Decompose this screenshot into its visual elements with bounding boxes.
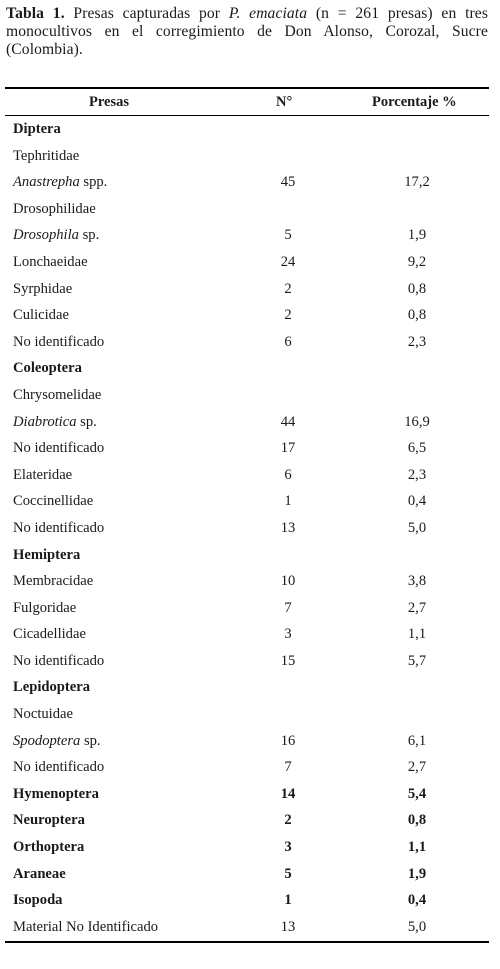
cell-presa: No identificado (13, 759, 105, 776)
cell-n: 7 (284, 599, 292, 616)
table-row (5, 355, 489, 382)
header-presas: Presas (89, 94, 130, 110)
cell-porcentaje: 1,9 (407, 227, 427, 244)
cell-presa: Coccinellidae (13, 493, 94, 510)
cell-presa: Hymenoptera (13, 785, 99, 802)
cell-porcentaje: 2,7 (407, 599, 427, 616)
cell-porcentaje: 5,7 (407, 652, 427, 669)
table-row (5, 382, 489, 409)
cell-presa: Araneae (13, 865, 66, 882)
table-row (5, 462, 489, 489)
cell-presa: Drosophilidae (13, 200, 96, 217)
table-row (5, 435, 489, 462)
cell-presa: No identificado (13, 333, 105, 350)
cell-presa: Lepidoptera (13, 679, 91, 696)
cell-porcentaje: 1,9 (407, 865, 427, 882)
cell-n: 13 (280, 519, 296, 536)
cell-n: 17 (280, 440, 296, 457)
cell-presa: Membracidae (13, 573, 94, 590)
cell-n: 2 (284, 812, 292, 829)
cell-presa-suffix: sp. (78, 227, 100, 244)
cell-presa: Tephritidae (13, 147, 80, 164)
cell-porcentaje: 0,8 (407, 812, 427, 829)
table-body (5, 116, 489, 940)
cell-n: 10 (280, 573, 296, 590)
cell-presa: Lonchaeidae (13, 253, 88, 270)
table-row (5, 914, 489, 941)
cell-n: 16 (280, 732, 296, 749)
cell-presa: Fulgoridae (13, 599, 77, 616)
table-row (5, 568, 489, 595)
cell-presa-genus: Diabrotica (13, 413, 77, 430)
cell-presa: Syrphidae (13, 280, 73, 297)
cell-presa: Isopoda (13, 892, 63, 909)
header-n: N° (276, 94, 293, 110)
cell-porcentaje: 0,8 (407, 307, 427, 324)
cell-n: 2 (284, 280, 292, 297)
table-row (5, 887, 489, 914)
table-row (5, 648, 489, 675)
cell-presa: Neuroptera (13, 812, 85, 829)
cell-porcentaje: 2,3 (407, 333, 427, 350)
cell-n: 2 (284, 307, 292, 324)
cell-n: 5 (284, 227, 292, 244)
table-bottom-rule (5, 941, 489, 943)
table-row (5, 861, 489, 888)
cell-presa: Noctuidae (13, 706, 73, 723)
table-row (5, 542, 489, 569)
table-row (5, 674, 489, 701)
cell-presa-suffix: sp. (80, 732, 101, 749)
cell-n: 3 (284, 839, 292, 856)
table-row (5, 222, 489, 249)
cell-n: 24 (280, 253, 296, 270)
cell-presa: Chrysomelidae (13, 386, 102, 403)
table-row (5, 621, 489, 648)
cell-n: 1 (284, 892, 292, 909)
caption-species: P. emaciata (228, 5, 308, 22)
cell-n: 15 (280, 652, 296, 669)
cell-porcentaje: 5,0 (407, 519, 427, 536)
cell-n: 1 (284, 493, 292, 510)
table-row (5, 276, 489, 303)
cell-porcentaje: 17,2 (404, 174, 430, 191)
table-label: Tabla 1. (6, 5, 65, 22)
table-row (5, 728, 489, 755)
table-row (5, 143, 489, 170)
caption-text-before: Presas capturadas por (64, 5, 229, 22)
cell-porcentaje: 5,0 (407, 918, 427, 935)
cell-presa: Orthoptera (13, 839, 85, 856)
cell-presa: No identificado (13, 440, 105, 457)
cell-n: 7 (284, 759, 292, 776)
table-row (5, 515, 489, 542)
cell-presa-suffix: spp. (79, 174, 108, 191)
cell-porcentaje: 3,8 (407, 573, 427, 590)
cell-presa-genus: Anastrepha (13, 174, 80, 191)
header-porcentaje: Porcentaje % (372, 94, 457, 110)
table-row (5, 116, 489, 143)
table-row (5, 169, 489, 196)
caption-text-after: (n = 261 presas) en tres monocultivos en el corregimiento de Don Alonso, Corozal, Sucre (Colombia). (6, 5, 488, 58)
table-caption (6, 5, 488, 59)
cell-porcentaje: 5,4 (407, 785, 427, 802)
table-row (5, 595, 489, 622)
cell-porcentaje: 9,2 (407, 253, 427, 270)
cell-presa-suffix: sp. (76, 413, 97, 430)
table-row (5, 249, 489, 276)
cell-presa: Elateridae (13, 466, 73, 483)
cell-porcentaje: 0,4 (407, 892, 427, 909)
cell-porcentaje: 1,1 (407, 626, 427, 643)
cell-porcentaje: 2,7 (407, 759, 427, 776)
table-row (5, 196, 489, 223)
cell-n: 44 (280, 413, 296, 430)
cell-n: 6 (284, 333, 292, 350)
table-row (5, 834, 489, 861)
cell-porcentaje: 0,4 (407, 493, 427, 510)
table-header (5, 89, 489, 115)
cell-porcentaje: 1,1 (407, 839, 427, 856)
table-row (5, 807, 489, 834)
cell-presa: Coleoptera (13, 360, 82, 377)
cell-porcentaje: 6,1 (407, 732, 427, 749)
cell-presa (13, 227, 99, 244)
table-row (5, 302, 489, 329)
cell-n: 45 (280, 174, 296, 191)
cell-presa: Diptera (13, 121, 61, 137)
cell-porcentaje: 2,3 (407, 466, 427, 483)
cell-presa (13, 733, 101, 750)
table-row (5, 409, 489, 436)
cell-presa: Culicidae (13, 307, 69, 324)
cell-presa: No identificado (13, 519, 105, 536)
table-row (5, 329, 489, 356)
cell-presa-genus: Spodoptera (13, 732, 81, 749)
cell-presa: Cicadellidae (13, 626, 86, 643)
table-row (5, 488, 489, 515)
cell-n: 6 (284, 466, 292, 483)
cell-presa (13, 174, 107, 191)
cell-presa (13, 414, 97, 431)
cell-porcentaje: 16,9 (404, 413, 430, 430)
cell-presa: Hemiptera (13, 546, 81, 563)
cell-n: 3 (284, 626, 292, 643)
cell-presa: Material No Identificado (13, 918, 159, 935)
table-row (5, 701, 489, 728)
cell-porcentaje: 0,8 (407, 280, 427, 297)
cell-presa-genus: Drosophila (13, 227, 79, 244)
table-row (5, 754, 489, 781)
cell-n: 5 (284, 865, 292, 882)
cell-porcentaje: 6,5 (407, 440, 427, 457)
table-row (5, 781, 489, 808)
cell-n: 14 (280, 785, 296, 802)
cell-presa: No identificado (13, 652, 105, 669)
cell-n: 13 (280, 918, 296, 935)
